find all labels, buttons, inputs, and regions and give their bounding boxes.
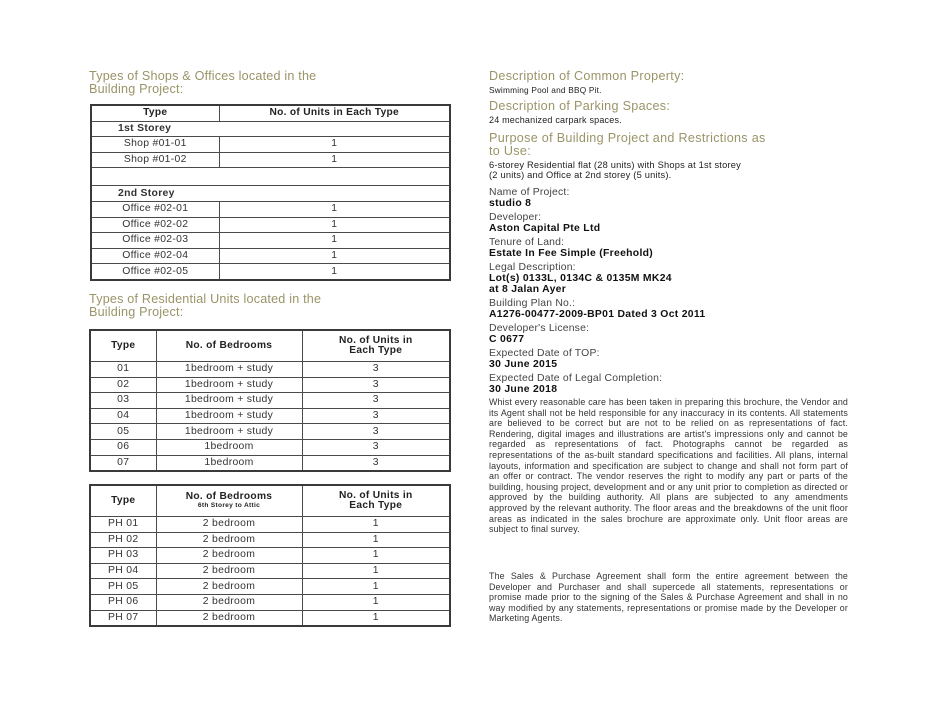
blank-cell [219, 121, 450, 137]
fact-value: Estate In Fee Simple (Freehold) [489, 248, 654, 259]
header-line: No. of Units in [338, 490, 413, 501]
table-row [91, 137, 450, 153]
table-row [90, 548, 450, 564]
unit-type: Office #02-01 [91, 201, 219, 217]
purpose-text [489, 160, 849, 180]
storey-label: 2nd Storey [91, 186, 219, 202]
unit-count: 3 [302, 424, 450, 440]
unit-count: 1 [219, 264, 450, 280]
table-row [90, 377, 450, 393]
unit-count: 3 [302, 455, 450, 471]
fact-label: Expected Date of Legal Completion: [489, 373, 663, 384]
bedrooms: 1bedroom + study [156, 377, 302, 393]
parking-section [489, 100, 849, 125]
table-row [90, 532, 450, 548]
common-property-heading: Description of Common Property: [489, 69, 685, 83]
storey-row [91, 186, 450, 202]
bedrooms: 1bedroom [156, 439, 302, 455]
penthouse-units-table [89, 484, 451, 627]
bedrooms: 1bedroom + study [156, 362, 302, 378]
table-row [90, 408, 450, 424]
unit-type: PH 05 [90, 579, 156, 595]
unit-type: Shop #01-01 [91, 137, 219, 153]
fact-legal-description [489, 262, 849, 295]
table-row [90, 610, 450, 626]
parking-text: 24 mechanized carpark spaces. [489, 115, 622, 125]
fact-developer-license [489, 323, 849, 345]
unit-count: 1 [219, 137, 450, 153]
unit-type: PH 03 [90, 548, 156, 564]
bedrooms: 2 bedroom [156, 610, 302, 626]
table-row [90, 579, 450, 595]
col-header-units [302, 330, 450, 362]
header-line: No. of Units in [338, 335, 413, 346]
fact-value: A1276-00477-2009-BP01 Dated 3 Oct 2011 [489, 309, 706, 320]
table-row [90, 424, 450, 440]
bedrooms: 1bedroom + study [156, 393, 302, 409]
unit-type: 02 [90, 377, 156, 393]
col-header-bedrooms [156, 485, 302, 517]
unit-count: 1 [302, 517, 450, 533]
fact-value-line2: at 8 Jalan Ayer [489, 284, 567, 295]
purpose-section [489, 132, 849, 180]
fact-label: Name of Project: [489, 187, 570, 198]
unit-type: Shop #01-02 [91, 152, 219, 168]
table-row [91, 233, 450, 249]
fact-tenure [489, 237, 849, 259]
heading-line: to Use: [489, 144, 531, 158]
unit-type: 04 [90, 408, 156, 424]
fact-value: studio 8 [489, 198, 532, 209]
col-header-type: Type [90, 485, 156, 517]
fact-label: Legal Description: [489, 262, 576, 273]
residential-units-table [89, 329, 451, 472]
unit-type: Office #02-02 [91, 217, 219, 233]
unit-count: 3 [302, 408, 450, 424]
unit-type: Office #02-03 [91, 233, 219, 249]
purpose-heading [489, 132, 849, 158]
agreement-section [489, 571, 848, 624]
table-row [90, 455, 450, 471]
unit-count: 1 [302, 563, 450, 579]
fact-label: Developer: [489, 212, 542, 223]
unit-count: 1 [219, 201, 450, 217]
bedrooms: 2 bedroom [156, 548, 302, 564]
table-row [91, 152, 450, 168]
col-header-units [302, 485, 450, 517]
fact-label: Developer's License: [489, 323, 590, 334]
table-header-row [90, 330, 450, 362]
unit-count: 1 [302, 548, 450, 564]
header-subtitle: 6th Storey to Attic [197, 502, 261, 509]
bedrooms: 2 bedroom [156, 594, 302, 610]
bedrooms: 1bedroom [156, 455, 302, 471]
bedrooms: 1bedroom + study [156, 408, 302, 424]
parking-heading: Description of Parking Spaces: [489, 99, 671, 113]
heading-line: Types of Residential Units located in the [89, 292, 322, 306]
disclaimer-paragraph: Whist every reasonable care has been taken in preparing this brochure, the Vendor and its Agent shall not be held responsible for any inaccuracy in its contents. All statements are believed to be correct but are not to be relied on as representations of fact. Rendering, digital images and illustrations are artist's impressions only and cannot be regarded as representations of fact. Photographs cannot be regarded as representations of the as-built standard specifications and facilities. All plans, internal layouts, information and specification are subject to change and shall not form part of an offer or contract. The vendor reserves the right to modify any part or parts of the building, housing project, development and or any unit prior to completion as directed or approved by the building authority. All plans are subjected to any amendments approved by the relevant authority. The floor areas and the breakdowns of the unit floor areas as indicated in the sales brochure are approximate only. Unit floor areas are subject to final survey. [489, 397, 848, 535]
fact-developer [489, 212, 849, 234]
unit-count: 3 [302, 393, 450, 409]
table-row [91, 217, 450, 233]
bedrooms: 1bedroom + study [156, 424, 302, 440]
unit-type: 03 [90, 393, 156, 409]
project-facts [489, 187, 849, 395]
unit-type: PH 06 [90, 594, 156, 610]
fact-value: Aston Capital Pte Ltd [489, 223, 601, 234]
fact-value: C 0677 [489, 334, 525, 345]
col-header-units: No. of Units in Each Type [219, 105, 450, 121]
unit-count: 3 [302, 439, 450, 455]
unit-count: 1 [219, 217, 450, 233]
unit-count: 3 [302, 362, 450, 378]
unit-count: 3 [302, 377, 450, 393]
residential-heading [89, 293, 321, 319]
unit-type: PH 02 [90, 532, 156, 548]
col-header-bedrooms: No. of Bedrooms [156, 330, 302, 362]
spacer-row [91, 168, 450, 186]
fact-label: Expected Date of TOP: [489, 348, 600, 359]
table-row [91, 264, 450, 280]
common-property-section [489, 70, 849, 95]
table-row [90, 563, 450, 579]
disclaimer-section [489, 397, 848, 535]
fact-value: Lot(s) 0133L, 0134C & 0135M MK24 [489, 273, 672, 284]
common-property-text: Swimming Pool and BBQ Pit. [489, 85, 602, 95]
table-row [90, 362, 450, 378]
blank-cell [219, 186, 450, 202]
unit-count: 1 [302, 579, 450, 595]
header-line: No. of Bedrooms [185, 491, 273, 502]
fact-label: Tenure of Land: [489, 237, 565, 248]
storey-row [91, 121, 450, 137]
unit-count: 1 [219, 152, 450, 168]
unit-type: PH 07 [90, 610, 156, 626]
text-line: 6-storey Residential flat (28 units) with Shops at 1st storey [489, 160, 741, 170]
bedrooms: 2 bedroom [156, 563, 302, 579]
unit-type: 01 [90, 362, 156, 378]
unit-type: PH 04 [90, 563, 156, 579]
unit-count: 1 [219, 233, 450, 249]
agreement-paragraph: The Sales & Purchase Agreement shall form the entire agreement between the Developer and Purchaser and shall supercede all statements, representations or promise made prior to the signing of the Sales & Purchase Agreement and shall in no way modified by any statements, representations or promise made by the Developer or Marketing Agents. [489, 571, 848, 624]
table-row [91, 201, 450, 217]
fact-label: Building Plan No.: [489, 298, 576, 309]
header-line: Each Type [349, 500, 403, 511]
shops-offices-heading [89, 70, 316, 96]
col-header-type: Type [90, 330, 156, 362]
unit-type: Office #02-05 [91, 264, 219, 280]
header-line: Each Type [349, 345, 403, 356]
blank-cell [91, 168, 450, 186]
heading-line: Building Project: [89, 305, 184, 319]
heading-line: Types of Shops & Offices located in the [89, 69, 317, 83]
fact-building-plan [489, 298, 849, 320]
unit-type: 07 [90, 455, 156, 471]
table-row [91, 248, 450, 264]
table-row [90, 439, 450, 455]
heading-line: Building Project: [89, 82, 184, 96]
table-header-row [91, 105, 450, 121]
table-row [90, 594, 450, 610]
table-row [90, 517, 450, 533]
text-line: (2 units) and Office at 2nd storey (5 units). [489, 170, 672, 180]
unit-count: 1 [302, 610, 450, 626]
shops-offices-table [90, 104, 451, 281]
fact-value: 30 June 2015 [489, 359, 558, 370]
unit-type: PH 01 [90, 517, 156, 533]
bedrooms: 2 bedroom [156, 579, 302, 595]
storey-label: 1st Storey [91, 121, 219, 137]
heading-line: Purpose of Building Project and Restrictions as [489, 131, 766, 145]
unit-type: 06 [90, 439, 156, 455]
unit-count: 1 [302, 532, 450, 548]
bedrooms: 2 bedroom [156, 532, 302, 548]
fact-top-date [489, 348, 849, 370]
unit-type: Office #02-04 [91, 248, 219, 264]
col-header-type: Type [91, 105, 219, 121]
unit-type: 05 [90, 424, 156, 440]
fact-value: 30 June 2018 [489, 384, 558, 395]
fact-project-name [489, 187, 849, 209]
unit-count: 1 [219, 248, 450, 264]
table-row [90, 393, 450, 409]
fact-legal-completion [489, 373, 849, 395]
unit-count: 1 [302, 594, 450, 610]
table-header-row [90, 485, 450, 517]
bedrooms: 2 bedroom [156, 517, 302, 533]
